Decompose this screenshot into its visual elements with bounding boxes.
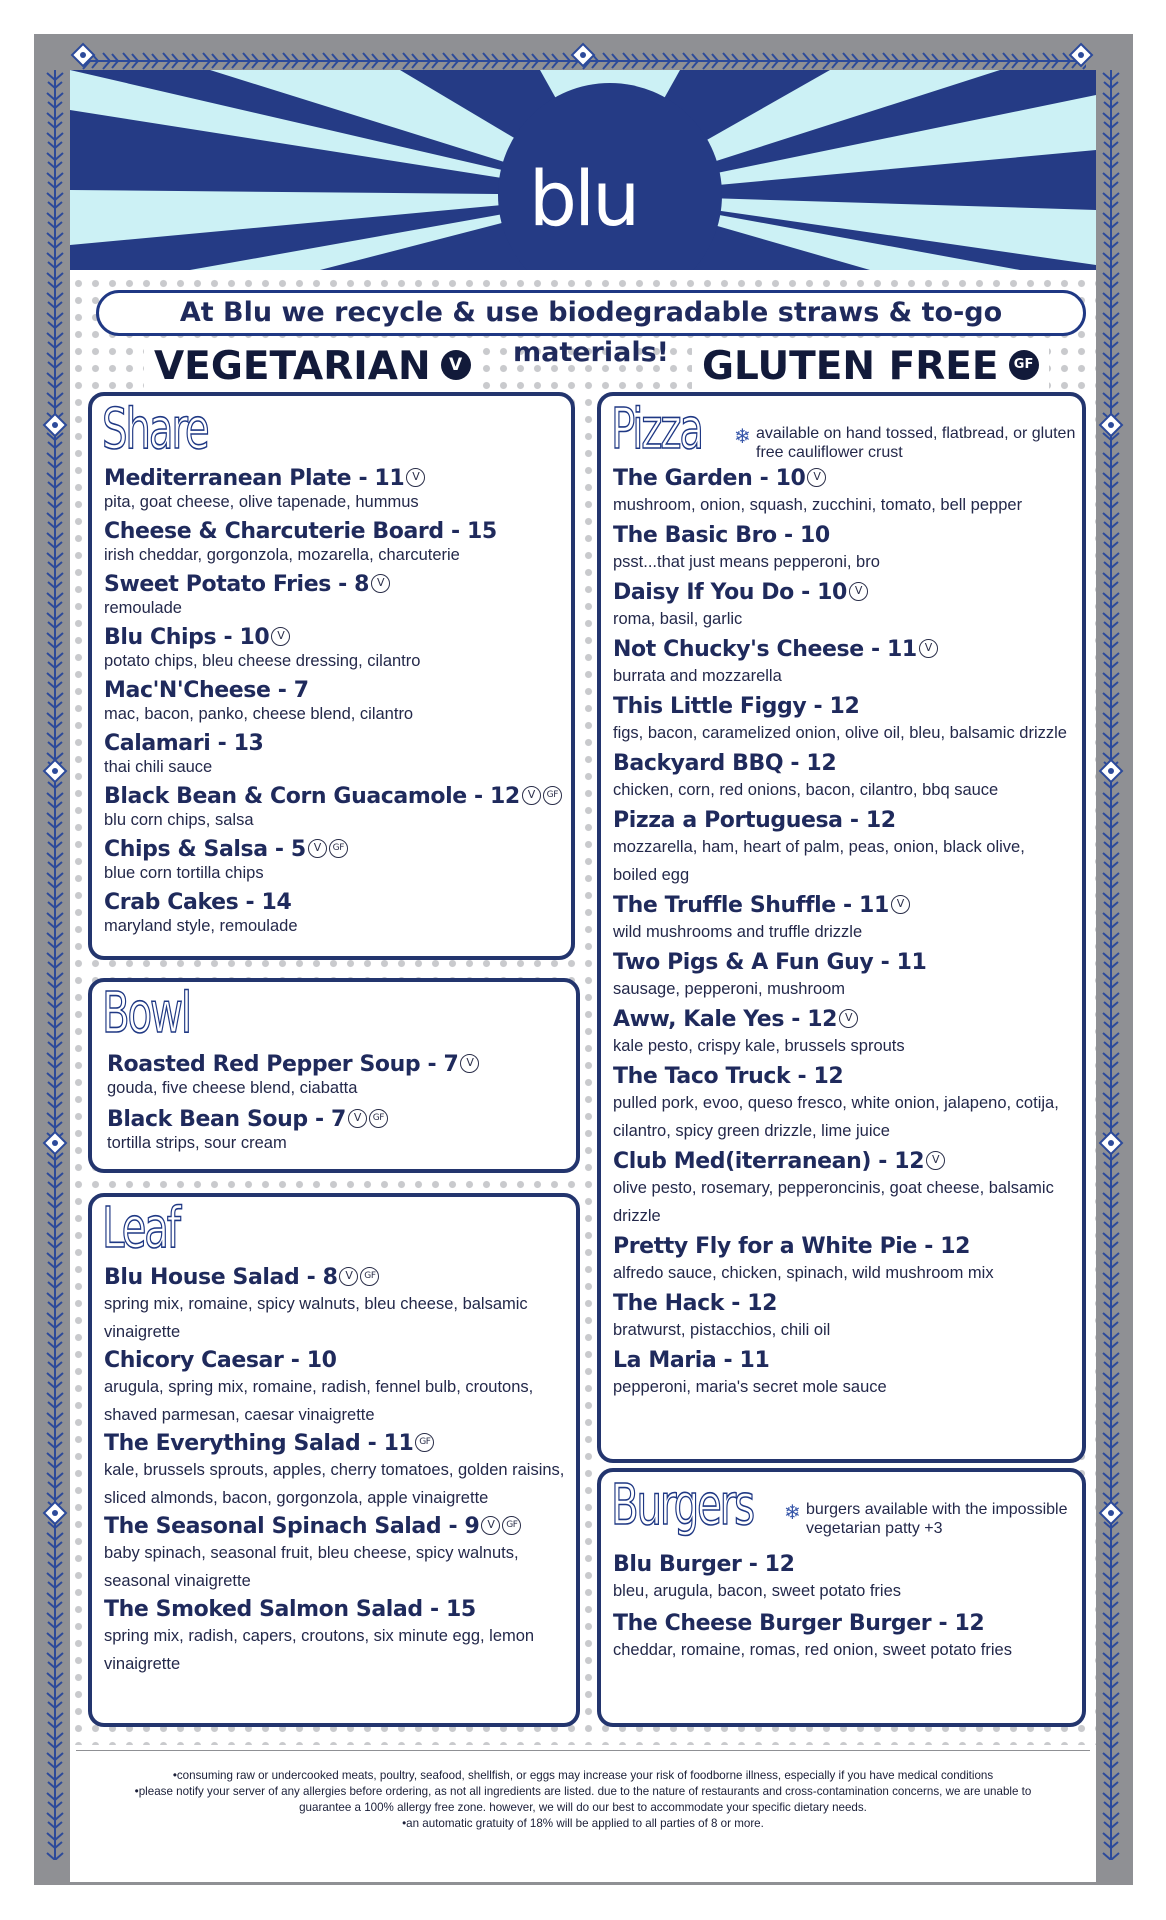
menu-item-title: Pizza a Portuguesa - 12 [613,808,896,833]
menu-item-title: The Cheese Burger Burger - 12 [613,1611,985,1636]
menu-item [613,523,1072,576]
vegetarian-badge-icon: V [919,639,938,658]
share-title: Share [102,397,208,462]
menu-item-description: pita, goat cheese, olive tapenade, hummus [104,493,419,511]
menu-item-title: The Truffle Shuffle - 11 [613,893,889,918]
menu-item-title: Mediterranean Plate - 11 [104,466,405,491]
disclaimer-divider [76,1750,1090,1751]
menu-item-description: kale, brussels sprouts, apples, cherry tomatoes, golden raisins, sliced almonds, bacon, gorgonzola, apple vinaigrette [104,1461,565,1507]
menu-item-title: The Garden - 10 [613,466,806,491]
menu-item-description: maryland style, remoulade [104,917,298,935]
lotus-ornament-icon [42,758,68,784]
menu-item-title: Mac'N'Cheese - 7 [104,678,309,703]
menu-item-title: The Hack - 12 [613,1291,778,1316]
lotus-ornament-icon [570,42,596,68]
gluten-free-badge-icon: GF [543,786,562,805]
menu-item [104,1265,566,1346]
menu-item [104,837,561,884]
menu-item [107,1052,566,1099]
menu-item [104,784,561,831]
menu-item-title: Pretty Fly for a White Pie - 12 [613,1234,971,1259]
menu-item-name [613,1348,1072,1373]
menu-item-description: cheddar, romaine, romas, red onion, sweet potato fries [613,1641,1012,1659]
menu-item-title: Blu Chips - 10 [104,625,270,650]
share-items [104,466,561,943]
menu-item [104,1514,566,1595]
menu-item [613,1611,1072,1664]
menu-item-title: Not Chucky's Cheese - 11 [613,637,917,662]
burgers-title: Burgers [611,1473,753,1538]
menu-item-description: thai chili sauce [104,758,213,776]
lotus-ornament-icon [1098,1130,1124,1156]
menu-item-name [104,1348,566,1373]
menu-item-description: arugula, spring mix, romaine, radish, fennel bulb, croutons, shaved parmesan, caesar vinaigrette [104,1378,534,1424]
vegetarian-badge-icon: V [926,1151,945,1170]
recycle-banner: At Blu we recycle & use biodegradable straws & to-go materials! [96,290,1086,336]
menu-item-title: Two Pigs & A Fun Guy - 11 [613,950,927,975]
vegetarian-badge-icon: V [839,1009,858,1028]
menu-item-name [613,1064,1072,1089]
menu-item-title: The Basic Bro - 10 [613,523,830,548]
bowl-title: Bowl [102,981,190,1046]
menu-item [107,1107,566,1154]
menu-item-name [104,837,561,862]
menu-item-name [613,1234,1072,1259]
leaf-items [104,1265,566,1680]
menu-item-name [613,637,1072,662]
vegetarian-badge-icon: V [441,350,471,380]
menu-item-name [104,678,561,703]
menu-item [104,572,561,619]
menu-item [613,1348,1072,1401]
menu-item [613,1291,1072,1344]
disclaimer-line: •please notify your server of any allergies before ordering, as not all ingredients are listed. due to the nature of restaurants and cross-contamination concerns, we are unable to [134,1785,1032,1798]
menu-item-description: irish cheddar, gorgonzola, mozarella, charcuterie [104,546,460,564]
menu-item [613,637,1072,690]
burgers-items [613,1552,1072,1670]
leaf-section [88,1193,580,1727]
menu-item-title: Backyard BBQ - 12 [613,751,837,776]
menu-item-description: blue corn tortilla chips [104,864,264,882]
menu-item-description: spring mix, romaine, spicy walnuts, bleu cheese, balsamic vinaigrette [104,1295,528,1341]
vegetarian-badge-icon: V [460,1054,479,1073]
share-section [88,392,575,960]
disclaimer-line: guarantee a 100% allergy free zone. however, we will do our best to accommodate your specific dietary needs. [299,1801,867,1814]
menu-item-description: spring mix, radish, capers, croutons, six minute egg, lemon vinaigrette [104,1627,535,1673]
menu-item-title: Cheese & Charcuterie Board - 15 [104,519,497,544]
menu-item-description: chicken, corn, red onions, bacon, cilantro, bbq sauce [613,781,999,799]
menu-item-title: Sweet Potato Fries - 8 [104,572,370,597]
menu-item [104,890,561,937]
menu-item-name [104,466,561,491]
menu-item [104,678,561,725]
menu-item-description: bleu, arugula, bacon, sweet potato fries [613,1582,902,1600]
vegetarian-badge-icon: V [308,839,327,858]
menu-item-description: sausage, pepperoni, mushroom [613,980,846,998]
vine-border-left [44,70,66,1860]
menu-item-name [104,1265,566,1290]
menu-item-description: tortilla strips, sour cream [107,1134,287,1152]
menu-item-description: blu corn chips, salsa [104,811,254,829]
menu-item-title: Black Bean & Corn Guacamole - 12 [104,784,520,809]
menu-item-description: burrata and mozzarella [613,667,782,685]
menu-item-name [613,694,1072,719]
disclaimer-line: •an automatic gratuity of 18% will be applied to all parties of 8 or more. [402,1817,764,1830]
menu-item [104,731,561,778]
menu-item-title: Club Med(iterranean) - 12 [613,1149,925,1174]
menu-item-description: kale pesto, crispy kale, brussels sprouts [613,1037,905,1055]
menu-item-name [104,572,561,597]
menu-item [104,625,561,672]
menu-item-name [613,1552,1072,1577]
vegetarian-badge-icon: V [406,468,425,487]
menu-item-name [613,893,1072,918]
menu-item [104,1597,566,1678]
menu-item-description: psst...that just means pepperoni, bro [613,553,880,571]
lotus-ornament-icon [1068,42,1094,68]
menu-item-title: Roasted Red Pepper Soup - 7 [107,1052,459,1077]
menu-item-description: potato chips, bleu cheese dressing, cilantro [104,652,421,670]
vegetarian-badge-icon: V [522,786,541,805]
menu-item-name [613,1149,1072,1174]
menu-item-description: roma, basil, garlic [613,610,743,628]
menu-item-name [613,580,1072,605]
brand-logo: blu [528,154,638,243]
menu-item-description: mac, bacon, panko, cheese blend, cilantro [104,705,414,723]
menu-item [613,694,1072,747]
menu-item-name [104,519,561,544]
lotus-ornament-icon [1098,1500,1124,1526]
lotus-ornament-icon [1098,758,1124,784]
vegetarian-badge-icon: V [371,574,390,593]
snowflake-icon: ❄ [734,426,751,448]
menu-item-name [613,466,1072,491]
vegetarian-badge-icon: V [339,1267,358,1286]
menu-item-name [104,784,561,809]
menu-item-name [104,890,561,915]
menu-item-name [613,751,1072,776]
menu-item-name [104,1597,566,1622]
vegetarian-badge-icon: V [271,627,290,646]
burgers-section [597,1468,1086,1727]
lotus-ornament-icon [70,42,96,68]
vegetarian-badge-icon: V [891,895,910,914]
pizza-crust-note: ❄ available on hand tossed, flatbread, or gluten free cauliflower crust [734,425,1076,461]
menu-item-title: Crab Cakes - 14 [104,890,292,915]
menu-item-description: mozzarella, ham, heart of palm, peas, onion, black olive, boiled egg [613,838,1025,884]
menu-item-name [104,625,561,650]
gluten-free-badge-icon: GF [415,1433,434,1452]
menu-item-description: alfredo sauce, chicken, spinach, wild mushroom mix [613,1264,994,1282]
menu-item [613,1007,1072,1060]
vegetarian-header [144,342,481,392]
menu-item [104,1348,566,1429]
vine-border-right [1100,70,1122,1860]
menu-item [104,466,561,513]
snowflake-icon: ❄ [784,1502,801,1524]
menu-item-name [613,1007,1072,1032]
gluten-free-badge-icon: GF [369,1109,388,1128]
vegetarian-badge-icon: V [348,1109,367,1128]
menu-item-title: La Maria - 11 [613,1348,770,1373]
menu-item-name [107,1107,566,1132]
menu-item [613,751,1072,804]
gluten-free-badge-icon: GF [502,1516,521,1535]
menu-item-title: Black Bean Soup - 7 [107,1107,346,1132]
menu-item-name [613,1611,1072,1636]
menu-item-description: pepperoni, maria's secret mole sauce [613,1378,887,1396]
menu-item-name [104,731,561,756]
menu-item-description: olive pesto, rosemary, pepperoncinis, goat cheese, balsamic drizzle [613,1179,1054,1225]
menu-item-title: Chips & Salsa - 5 [104,837,306,862]
vegetarian-label: VEGETARIAN [154,344,431,389]
menu-item-title: The Taco Truck - 12 [613,1064,844,1089]
menu-item-title: Blu House Salad - 8 [104,1265,338,1290]
vegetarian-badge-icon: V [481,1516,500,1535]
menu-item-name [104,1431,566,1456]
menu-item-name [613,808,1072,833]
menu-item-description: remoulade [104,599,182,617]
menu-item [613,1234,1072,1287]
menu-item-title: The Seasonal Spinach Salad - 9 [104,1514,480,1539]
lotus-ornament-icon [42,1130,68,1156]
menu-item-name [613,523,1072,548]
menu-item-description: figs, bacon, caramelized onion, olive oil, bleu, balsamic drizzle [613,724,1067,742]
menu-item-title: Blu Burger - 12 [613,1552,795,1577]
menu-item [104,1431,566,1512]
gluten-free-badge-icon: GF [329,839,348,858]
menu-item [613,1149,1072,1230]
lotus-ornament-icon [42,412,68,438]
menu-item [104,519,561,566]
menu-item [613,580,1072,633]
bowl-items [107,1052,566,1162]
vegetarian-badge-icon: V [849,582,868,601]
menu-item [613,1064,1072,1145]
leaf-title: Leaf [102,1196,179,1261]
menu-item-description: mushroom, onion, squash, zucchini, tomato, bell pepper [613,496,1023,514]
menu-item-name [107,1052,566,1077]
menu-item-name [104,1514,566,1539]
disclaimer [90,1768,1076,1832]
menu-item-name [613,950,1072,975]
menu-item [613,950,1072,1003]
vegetarian-badge-icon: V [807,468,826,487]
menu-item-title: Calamari - 13 [104,731,264,756]
menu-item [613,808,1072,889]
bowl-section [88,978,580,1173]
menu-item-title: Chicory Caesar - 10 [104,1348,337,1373]
menu-item-description: gouda, five cheese blend, ciabatta [107,1079,358,1097]
disclaimer-line: •consuming raw or undercooked meats, poultry, seafood, shellfish, or eggs may increase your risk of foodborne illness, especially if you have medical conditions [172,1769,994,1782]
pizza-title: Pizza [611,397,702,462]
menu-item-description: bratwurst, pistacchios, chili oil [613,1321,831,1339]
gluten-free-header [692,342,1049,392]
lotus-ornament-icon [42,1500,68,1526]
menu-item-title: Aww, Kale Yes - 12 [613,1007,838,1032]
menu-item [613,1552,1072,1605]
menu-item-name [613,1291,1072,1316]
menu-item-description: wild mushrooms and truffle drizzle [613,923,863,941]
menu-item-title: The Smoked Salmon Salad - 15 [104,1597,476,1622]
menu-item [613,893,1072,946]
lotus-ornament-icon [1098,412,1124,438]
menu-item-title: The Everything Salad - 11 [104,1431,414,1456]
menu-item-description: pulled pork, evoo, queso fresco, white onion, jalapeno, cotija, cilantro, spicy green drizzle, lime juice [613,1094,1059,1140]
gluten-free-badge-icon: GF [1009,350,1039,380]
menu-item-title: Daisy If You Do - 10 [613,580,847,605]
menu-item [613,466,1072,519]
gluten-free-label: GLUTEN FREE [702,344,999,389]
gluten-free-badge-icon: GF [360,1267,379,1286]
pizza-section [597,392,1086,1463]
burgers-patty-note: ❄ burgers available with the impossible vegetarian patty +3 [784,1501,1068,1537]
menu-item-title: This Little Figgy - 12 [613,694,860,719]
menu-item-description: baby spinach, seasonal fruit, bleu cheese, spicy walnuts, seasonal vinaigrette [104,1544,519,1590]
pizza-items [613,466,1072,1405]
